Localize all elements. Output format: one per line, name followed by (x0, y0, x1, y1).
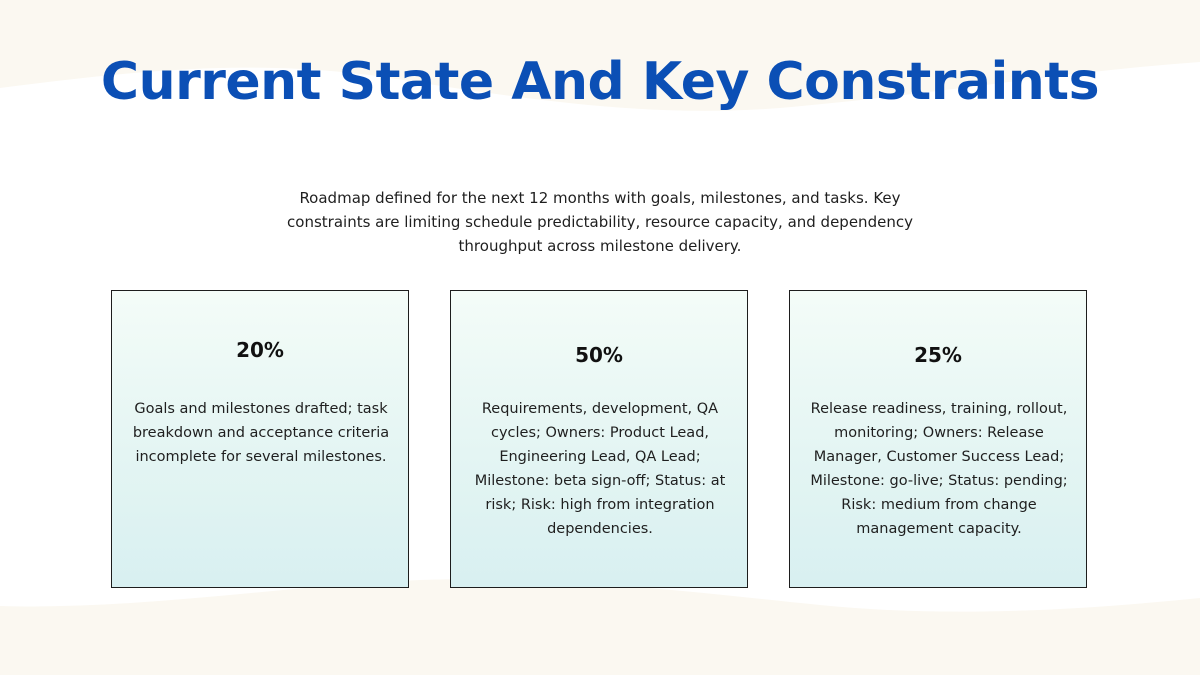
card-percentage: 20% (236, 338, 284, 362)
card-percentage: 25% (914, 343, 962, 367)
slide-subtitle: Roadmap defined for the next 12 months with goals, milestones, and tasks. Key constraints are limiting schedule predictability, resource capacity, and dependency throughput across milestone delivery. (287, 189, 913, 255)
card-description: Release readiness, training, rollout, monitoring; Owners: Release Manager, Customer Success Lead; Milestone: go-live; Status: pending; Risk: medium from change management capacity. (810, 401, 1068, 537)
card-description: Goals and milestones drafted; task breakdown and acceptance criteria incomplete for several milestones. (132, 401, 390, 465)
card-percentage: 50% (575, 343, 623, 367)
status-card-1 (111, 290, 409, 588)
card-description: Requirements, development, QA cycles; Owners: Product Lead, Engineering Lead, QA Lead; Milestone: beta sign-off; Status: at risk; Risk: high from integration dependencies. (474, 401, 726, 537)
status-card-3 (789, 290, 1087, 588)
slide-title: Current State And Key Constraints (100, 52, 1100, 112)
status-card-2 (450, 290, 748, 588)
